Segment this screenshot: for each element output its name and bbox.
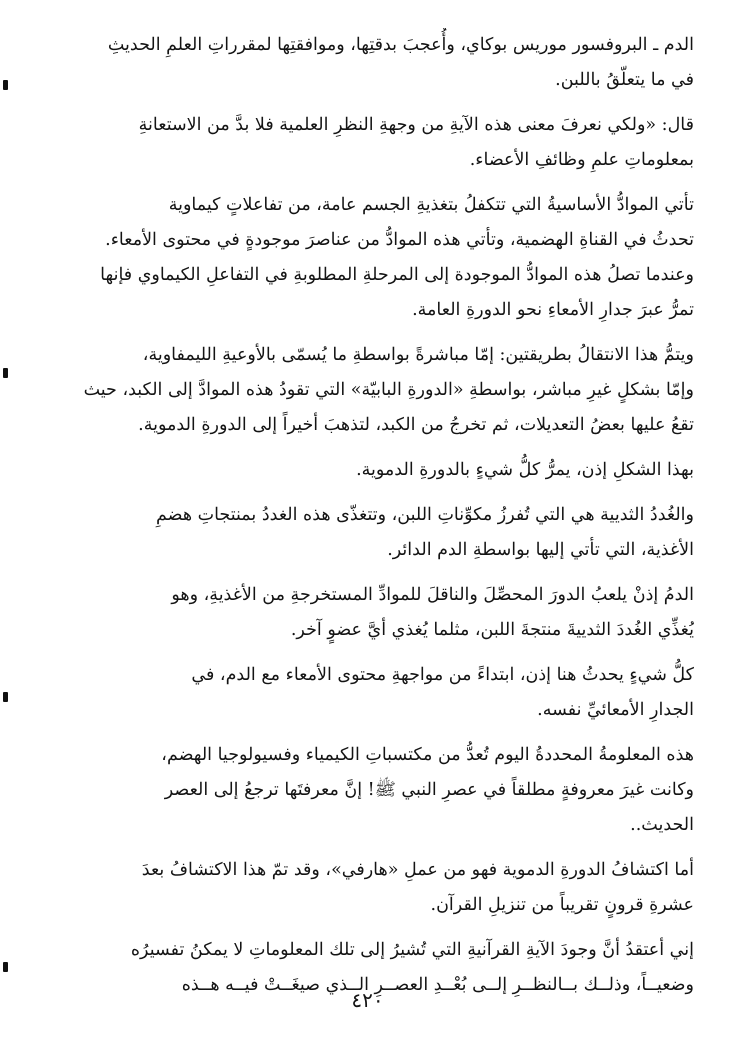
paragraph <box>46 338 694 443</box>
paragraph <box>46 28 694 98</box>
page-number: ٤٢٠ <box>351 988 384 1012</box>
text-line: الحديث.. <box>630 815 694 835</box>
text-line: يُغذِّي الغُددَ الثدييةَ منتجةَ اللبن، مثلما يُغذي أيَّ عضوٍ آخر. <box>290 620 694 640</box>
text-line: وضعيــاً، وذلــك بــالنظــرِ إلــى بُعْــدِ العصــرِ الــذي صيغَــتْ فيــه هــذه <box>181 975 694 995</box>
text-line: بهذا الشكلِ إذن، يمرُّ كلُّ شيءٍ بالدورةِ الدموية. <box>356 460 694 480</box>
paragraph <box>46 498 694 568</box>
paragraph <box>46 738 694 843</box>
text-line: والغُددُ الثديية هي التي تُفرزُ مكوِّناتِ اللبن، وتتغذّى هذه الغددُ بمنتجاتِ هضمِ <box>156 505 694 525</box>
text-line: الجدارِ الأمعائيِّ نفسه. <box>537 700 694 720</box>
paragraph <box>46 108 694 178</box>
text-line: قال: «ولكي نعرفَ معنى هذه الآيةِ من وجهةِ النظرِ العلمية فلا بدَّ من الاستعانةِ <box>138 115 694 135</box>
text-line: تمرُّ عبرَ جدارِ الأمعاءِ نحو الدورةِ العامة. <box>412 300 694 320</box>
text-line: كلُّ شيءٍ يحدثُ هنا إذن، ابتداءً من مواجهةِ محتوى الأمعاء مع الدم، في <box>191 665 694 685</box>
text-line: بمعلوماتِ علمِ وظائفِ الأعضاء. <box>469 150 694 170</box>
margin-mark <box>3 692 8 702</box>
text-line: إني أعتقدُ أنَّ وجودَ الآيةِ القرآنيةِ التي تُشيرُ إلى تلك المعلوماتِ لا يمكنُ تفسيرُه <box>130 940 694 960</box>
text-line: عشرةِ قرونٍ تقريباً من تنزيلِ القرآن. <box>430 895 694 915</box>
margin-mark <box>3 962 8 972</box>
text-line: وكانت غيرَ معروفةٍ مطلقاً في عصرِ النبي ﷺ! إنَّ معرفتَها ترجعُ إلى العصر <box>164 780 694 800</box>
text-line: تقعُ عليها بعضُ التعديلات، ثم تخرجُ من الكبد، لتذهبَ أخيراً إلى الدورةِ الدموية. <box>138 415 694 435</box>
text-line: تأتي الموادُّ الأساسيةُ التي تتكفلُ بتغذيةِ الجسم عامة، من تفاعلاتٍ كيماوية <box>168 195 694 215</box>
paragraph <box>46 453 694 488</box>
text-line: هذه المعلومةُ المحددةُ اليوم تُعدُّ من مكتسباتِ الكيمياء وفسيولوجيا الهضم، <box>161 745 694 765</box>
paragraph <box>46 853 694 923</box>
text-line: وإمّا بشكلٍ غيرِ مباشر، بواسطةِ «الدورةِ البابيّة» التي تقودُ هذه الموادَّ إلى الكبد، حيث <box>83 380 694 400</box>
paragraph <box>46 188 694 328</box>
paragraph <box>46 658 694 728</box>
text-line: ويتمُّ هذا الانتقالُ بطريقتين: إمّا مباشرةً بواسطةِ ما يُسمّى بالأوعيةِ الليمفاوية، <box>142 345 694 365</box>
text-line: الأغذية، التي تأتي إليها بواسطةِ الدم الدائر. <box>387 540 694 560</box>
margin-mark <box>3 80 8 90</box>
text-line: الدمُ إذنْ يلعبُ الدورَ المحصِّلَ والناقلَ للموادِّ المستخرجةِ من الأغذيةِ، وهو <box>171 585 694 605</box>
paragraph <box>46 578 694 648</box>
text-line: وعندما تصلُ هذه الموادُّ الموجودة إلى المرحلةِ المطلوبةِ في التفاعلِ الكيماوي فإنها <box>100 265 694 285</box>
margin-mark <box>3 368 8 378</box>
text-line: الدم ـ البروفسور موريس بوكاي، وأُعجبَ بدقتِها، وموافقتِها لمقرراتِ العلمِ الحديثِ <box>107 35 694 55</box>
text-line: في ما يتعلّقُ باللبن. <box>555 70 694 90</box>
text-line: تحدثُ في القناةِ الهضمية، وتأتي هذه الموادُّ من عناصرَ موجودةٍ في محتوى الأمعاء. <box>105 230 694 250</box>
body-text <box>46 28 694 1013</box>
text-line: أما اكتشافُ الدورةِ الدموية فهو من عملِ «هارفي»، وقد تمّ هذا الاكتشافُ بعدَ <box>141 860 694 880</box>
